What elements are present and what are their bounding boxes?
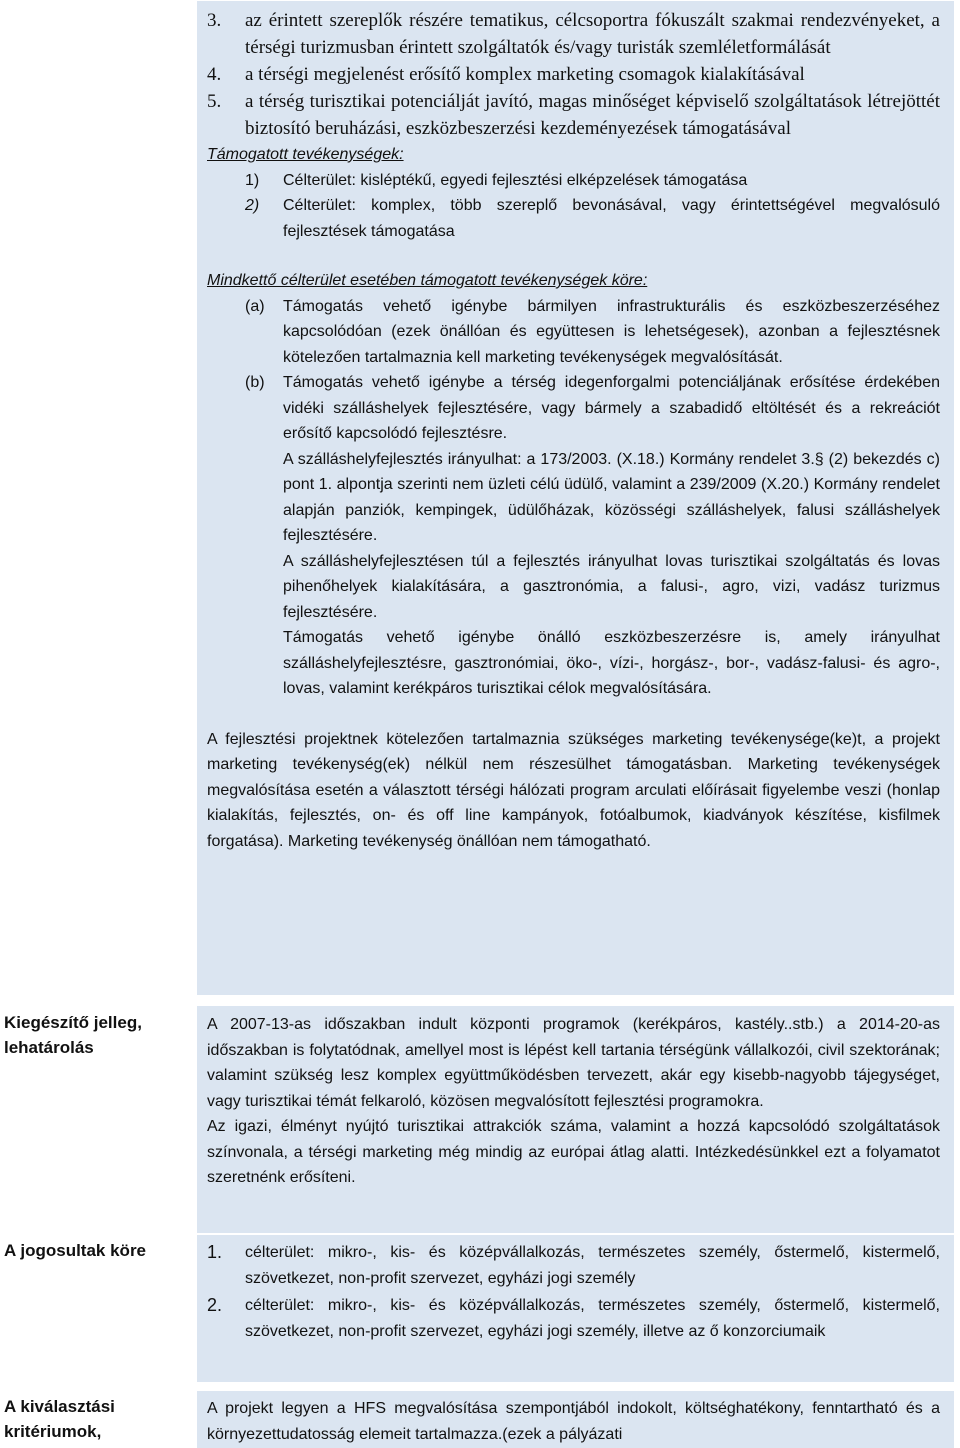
selection-label: A kiválasztási kritériumok, (4, 1397, 115, 1441)
eligible-cell (197, 1234, 954, 1382)
item-text: Célterület: kisléptékű, egyedi fejlesztési elképzelések támogatása (283, 171, 748, 189)
item-number: 4. (207, 64, 222, 85)
item-number: 2. (207, 1295, 223, 1315)
supported-activities-heading: Támogatott tevékenységek: (207, 146, 404, 163)
beyond-accommodation-paragraph: A szálláshelyfejlesztésen túl a fejlesztés irányulhat lovas turisztikai szolgáltatás és lovas pihenőhelyek kialakítására, a gasztronómia, a falusi-, agro, vizi, vadász turizmus fejlesztésére. (283, 552, 940, 621)
target-area-1 (207, 168, 940, 194)
eligible-label: A jogosultak köre (4, 1241, 147, 1260)
selection-text: A projekt legyen a HFS megvalósítása szempontjából indokolt, költséghatékony, fenntartható és a környezettudatosság elemeit tartalmazza.(ezek a pályázati (207, 1400, 940, 1443)
eligible-item-2 (207, 1293, 940, 1344)
item-number: 2) (245, 197, 260, 214)
item-key: (b) (245, 374, 265, 391)
item-text: célterület: mikro-, kis- és középvállalkozás, természetes személy, őstermelő, kistermelő, szövetkezet, non-profit szervezet, egyházi jogi személy, illetve az ő konzorciumaik (245, 1297, 940, 1340)
activity-item-4 (207, 61, 940, 88)
accommodation-paragraph: A szálláshelyfejlesztés irányulhat: a 173/2003. (X.18.) Kormány rendelet 3.§ (2) bekezdés c) pont 1. alpontja szerinti nem üzleti célú üdülő, valamint a 239/2009 (X.20.) Kormány rendelet alapján panziók, kempingek, üdülőházak, közösségi szálláshelyek, falusi szálláshelyek fejlesztésére. (283, 450, 940, 544)
activity-item-5 (207, 88, 940, 142)
item-text: Célterület: komplex, több szereplő bevonásával, vagy érintettségével megvalósuló fejlesztések támogatása (283, 197, 940, 240)
complementary-label: Kiegészítő jelleg, lehatárolás (4, 1013, 142, 1057)
item-text: célterület: mikro-, kis- és középvállalkozás, természetes személy, őstermelő, kistermelő, szövetkezet, non-profit szervezet, egyházi jogi személy (245, 1244, 940, 1287)
activities-cell (197, 0, 954, 995)
equipment-paragraph: Támogatás vehető igénybe önálló eszközbeszerzésre is, amely irányulhat szálláshelyfejlesztésre, gasztronómiai, öko-, vízi-, horgász-, bor-, vadász-falusi- és agro-, lovas, valamint kerékpáros turisztikai célok megvalósítására. (283, 629, 940, 697)
complementary-paragraph-1: A 2007-13-as időszakban indult központi programok (kerékpáros, kastély..stb.) a 2014-20-as időszakban is folytatódnak, amellyel most is lépést kell tartania térségünk vállalkozói, civil szektorának; valamint szükség lesz komplex együttműködésben tervezett, akár egy kisebb-nagyobb tájegységet, vagy turisztikai témát felkaroló, közösen megvalósított fejlesztési programokra. (207, 1016, 940, 1110)
item-text: Támogatás vehető igénybe a térség idegenforgalmi potenciáljának erősítése érdekében vidéki szálláshelyek fejlesztésére, vagy bármely a szabadidő eltöltését és a rekreációt erősítő kapcsolódó fejlesztésre. (283, 374, 940, 442)
item-key: (a) (245, 297, 265, 315)
item-text: a térség turisztikai potenciálját javító, magas minőséget képviselő szolgáltatások létrejöttét biztosító beruházási, eszközbeszerzési kezdeményezések támogatásával (245, 91, 940, 139)
complementary-paragraph-2: Az igazi, élményt nyújtó turisztikai attrakciók száma, valamint a hozzá kapcsolódó szolgáltatások színvonala, a térségi marketing még mindig az európai átlag alatti. Intézkedésünkkel ezt a folyamatot szeretnénk erősíteni. (207, 1118, 940, 1186)
item-text: az érintett szereplők részére tematikus, célcsoportra fókuszált szakmai rendezvényeket, a térségi turizmusban érintett szolgáltatók és/vagy turisták szemléletformálását (245, 10, 940, 58)
complementary-cell (197, 1005, 954, 1233)
activity-b (207, 370, 940, 447)
marketing-paragraph: A fejlesztési projektnek kötelezően tartalmaznia szükséges marketing tevékenysége(ke)t, a projekt marketing tevékenység(ek) nélkül nem részesülhet támogatásban. Marketing tevékenységek megvalósítása esetén a választott térségi hálózati program arculati előírásait figyelembe veszi (honlap kialakítás, fejlesztés, on- és off line kampányok, fotóalbumok, kiadványok készítése, kisfilmek forgatása). Marketing tevékenység önállóan nem támogatható. (207, 730, 940, 850)
activity-a (207, 294, 940, 371)
item-text: Támogatás vehető igénybe bármilyen infrastrukturális és eszközbeszerzéséhez kapcsolódóan (ezek önállóan és együttesen is lehetségesek), azonban a fejlesztésnek kötelezően tartalmaznia kell marketing tevékenységek megvalósítását. (283, 297, 940, 366)
target-area-2 (207, 193, 940, 244)
selection-cell (197, 1390, 954, 1448)
item-number: 1. (207, 1242, 223, 1262)
item-number: 5. (207, 91, 222, 112)
item-number: 3. (207, 10, 222, 31)
eligible-item-1 (207, 1240, 940, 1291)
item-text: a térségi megjelenést erősítő komplex marketing csomagok kialakításával (245, 64, 805, 85)
both-targets-heading: Mindkettő célterület esetében támogatott tevékenységek köre: (207, 272, 648, 289)
item-number: 1) (245, 171, 260, 189)
activity-item-3 (207, 7, 940, 61)
